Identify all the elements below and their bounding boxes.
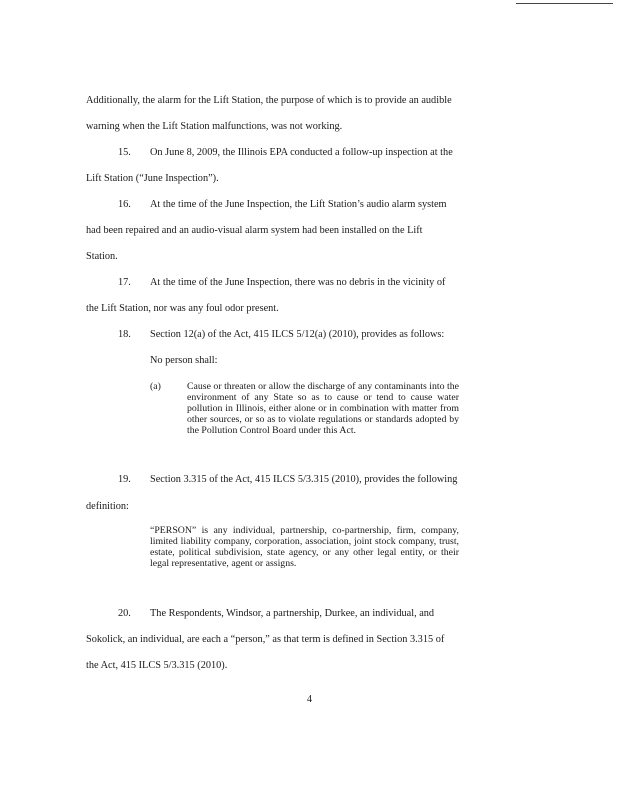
paragraph-18-quote: Cause or threaten or allow the discharge of any contaminants into the environment of any State so as to cause or tend to cause water pollution in Illinois, either alone or in combination with matter from other sources, or so as to violate regulations or standards adopted by the Pollution Control Board under this Act. bbox=[187, 381, 459, 437]
paragraph-18-line-1: Section 12(a) of the Act, 415 ILCS 5/12(a) (2010), provides as follows: bbox=[150, 329, 445, 340]
paragraph-19-line-1: Section 3.315 of the Act, 415 ILCS 5/3.315 (2010), provides the following bbox=[150, 474, 458, 485]
paragraph-20-line-2: Sokolick, an individual, are each a “person,” as that term is defined in Section 3.315 of bbox=[86, 634, 445, 645]
paragraph-17-number: 17. bbox=[118, 277, 131, 288]
header-rule bbox=[516, 3, 613, 4]
paragraph-17-line-1: At the time of the June Inspection, there was no debris in the vicinity of bbox=[150, 277, 446, 288]
paragraph-15-number: 15. bbox=[118, 147, 131, 158]
paragraph-16-line-1: At the time of the June Inspection, the Lift Station’s audio alarm system bbox=[150, 199, 447, 210]
paragraph-16-line-2: had been repaired and an audio-visual alarm system had been installed on the Lift bbox=[86, 225, 423, 236]
paragraph-17-line-2: the Lift Station, nor was any foul odor present. bbox=[86, 303, 279, 314]
page-number: 4 bbox=[306, 694, 313, 705]
paragraph-18-quote-label: (a) bbox=[150, 381, 161, 392]
paragraph-20-line-1: The Respondents, Windsor, a partnership, Durkee, an individual, and bbox=[150, 608, 435, 619]
p14-line-1: Additionally, the alarm for the Lift Station, the purpose of which is to provide an audible bbox=[86, 95, 452, 106]
paragraph-19-line-2: definition: bbox=[86, 501, 129, 512]
p14-line-2: warning when the Lift Station malfunctions, was not working. bbox=[86, 121, 343, 132]
paragraph-18-intro: No person shall: bbox=[150, 355, 218, 366]
paragraph-19-quote: “PERSON” is any individual, partnership, co-partnership, firm, company, limited liability company, corporation, association, joint stock company, trust, estate, political subdivision, state agency, or any other legal entity, or their legal representative, agent or assigns. bbox=[150, 525, 459, 570]
paragraph-15-line-1: On June 8, 2009, the Illinois EPA conducted a follow-up inspection at the bbox=[150, 147, 453, 158]
paragraph-16-number: 16. bbox=[118, 199, 131, 210]
paragraph-16-line-3: Station. bbox=[86, 251, 118, 262]
paragraph-20-line-3: the Act, 415 ILCS 5/3.315 (2010). bbox=[86, 660, 228, 671]
paragraph-19-number: 19. bbox=[118, 474, 131, 485]
paragraph-18-number: 18. bbox=[118, 329, 131, 340]
paragraph-20-number: 20. bbox=[118, 608, 131, 619]
paragraph-15-line-2: Lift Station (“June Inspection”). bbox=[86, 173, 219, 184]
